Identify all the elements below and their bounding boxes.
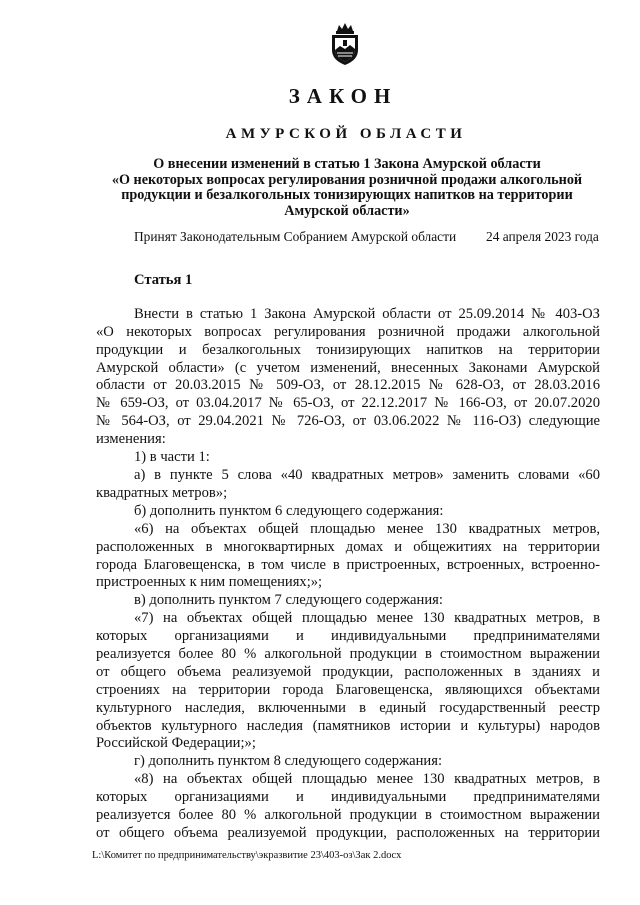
body-line: № 659-ОЗ, от 03.04.2017 № 65-ОЗ, от 22.12.2017 № 166-ОЗ, от 20.07.2020 [96, 395, 600, 411]
body-line: б) дополнить пунктом 6 следующего содержания: [134, 503, 444, 519]
document-region: АМУРСКОЙ ОБЛАСТИ [225, 126, 467, 142]
adopted-date: 24 апреля 2023 года [486, 229, 599, 244]
body-line: изменения: [96, 431, 166, 447]
body-line: расположенных в многоквартирных домах и общежитиях на территории [96, 539, 600, 555]
body-line: Внести в статью 1 Закона Амурской области от 25.09.2014 № 403-ОЗ [134, 306, 600, 322]
subject-line: Амурской области» [284, 202, 410, 219]
body-line: «О некоторых вопросах регулирования розничной продажи алкогольной [96, 324, 600, 340]
document-subject [96, 157, 598, 219]
body-line: а) в пункте 5 слова «40 квадратных метров» заменить словами «60 [134, 467, 600, 483]
adopted-by: Принят Законодательным Собранием Амурской области [134, 229, 457, 244]
body-line: № 564-ОЗ, от 29.04.2021 № 726-ОЗ, от 03.06.2022 № 116-ОЗ) следующие [96, 413, 600, 429]
body-line: пристроенных к ним помещениях;»; [96, 574, 323, 590]
article-heading: Статья 1 [134, 272, 193, 288]
body-line: Амурской области» (с учетом изменений, внесенных Законами Амурской [96, 360, 600, 376]
subject-line: продукции и безалкогольных тонизирующих напитков на территории [121, 187, 573, 203]
body-line: которых организациями и индивидуальными предпринимателями [96, 789, 600, 805]
body-line: продукции и безалкогольных тонизирующих напитков на территории [96, 342, 600, 358]
body-line: в) дополнить пунктом 7 следующего содержания: [134, 592, 443, 608]
body-line: культурного наследия, включенными в единый государственный реестр [96, 700, 600, 716]
subject-line: О внесении изменений в статью 1 Закона Амурской области [153, 156, 541, 172]
coat-of-arms-icon [328, 22, 362, 66]
subject-line: «О некоторых вопросах регулирования розничной продажи алкогольной [111, 171, 583, 188]
body-line: «6) на объектах общей площадью менее 130 квадратных метров, [134, 521, 600, 537]
body-line: квадратных метров»; [96, 485, 228, 501]
body-line: реализуется более 80 % алкогольной продукции в стоимостном выражении [96, 646, 600, 662]
body-line: которых организациями и индивидуальными предпринимателями [96, 628, 600, 644]
body-line: 1) в части 1: [134, 449, 210, 465]
body-line: области от 20.03.2015 № 509-ОЗ, от 28.12.2015 № 628-ОЗ, от 28.03.2016 [96, 377, 600, 393]
body-line: города Благовещенска, в том числе в пристроенных, встроенных, встроенно- [96, 557, 600, 573]
body-line: «8) на объектах общей площадью менее 130 квадратных метров, в [134, 771, 600, 787]
body-line: строениях на территории города Благовещенска, являющихся объектами [96, 682, 600, 698]
body-line: Российской Федерации;»; [96, 735, 256, 751]
body-line: г) дополнить пунктом 8 следующего содержания: [134, 753, 443, 769]
document-title: ЗАКОН [288, 84, 398, 108]
body-line: от общего объема реализуемой продукции, расположенных в зданиях и [96, 664, 600, 680]
body-line: от общего объема реализуемой продукции, расположенных на территории [96, 825, 600, 841]
body-line: объектов культурного наследия (памятников истории и культуры) народов [96, 718, 600, 734]
body-line: реализуется более 80 % алкогольной продукции в стоимостном выражении [96, 807, 600, 823]
body-line: «7) на объектах общей площадью менее 130 квадратных метров, в [134, 610, 600, 626]
file-path-footer: L:\Комитет по предпринимательству\экразвитие 23\403-оз\Зак 2.docx [92, 850, 402, 861]
